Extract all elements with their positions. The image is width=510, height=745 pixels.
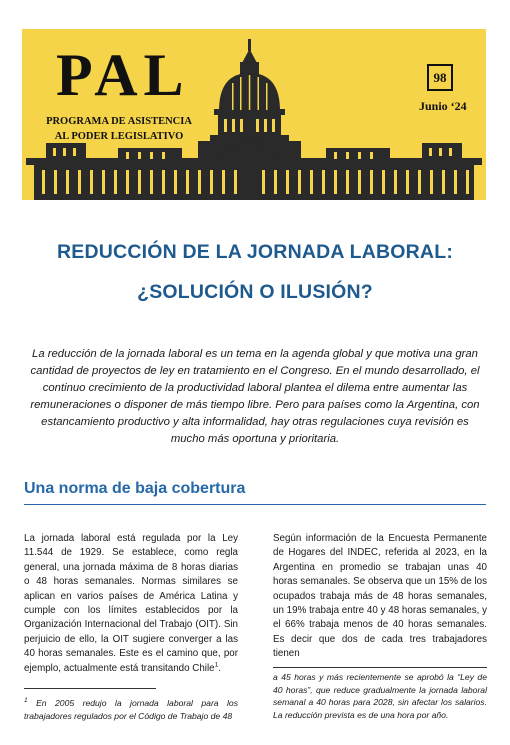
footnote-ref[interactable]: 1 bbox=[214, 661, 219, 669]
footnote-left-text: En 2005 redujo la jornada laboral para los trabajadores regulados por el Código de Trabajo de 48 bbox=[24, 698, 239, 721]
abstract: La reducción de la jornada laboral es un tema en la agenda global y que motiva una gran cantidad de proyectos de ley en tratamiento en el Congreso. En el mundo desarrollado, el continuo crecimiento de la productividad laboral plantea el dilema entre aumentar las remuneraciones o disponer de más tiempo libre. Pero para países como la Argentina, con estancamiento productivo y alta informalidad, hay otras regulaciones cuya revisión es mucho más oportuna y prioritaria. bbox=[30, 348, 480, 445]
program-name: PROGRAMA DE ASISTENCIA AL PODER LEGISLATIVO bbox=[46, 116, 192, 142]
footnote-divider-right bbox=[273, 667, 487, 668]
body-column-right: Según información de la Encuesta Permanente de Hogares del INDEC, referida al 2023, en la Argentina en promedio se trabajan unas 40 horas semanales. Se observa que un 15% de los ocupados trabaja más de 48 horas semanales, un 19% trabaja entre 40 y 48 horas semanales, y el 66% trabaja menos de 40 horas semanales. Es decir que dos de cada tres trabajadores tienen bbox=[273, 533, 487, 660]
issue-number: 98 bbox=[427, 64, 453, 91]
footnote-left bbox=[24, 697, 238, 722]
page-title-line1: REDUCCIÓN DE LA JORNADA LABORAL: bbox=[56, 241, 454, 263]
footnote-number: 1 bbox=[24, 697, 28, 705]
section-heading: Una norma de baja cobertura bbox=[24, 480, 246, 497]
section-divider bbox=[24, 504, 486, 505]
footnote-right: a 45 horas y más recientemente se aprobó la “Ley de 40 horas”, que reduce gradualmente la jornada laboral semanal a 40 horas para 2028, sin afectar los salarios. La reducción prevista es de una hora por año. bbox=[273, 672, 487, 720]
body-left-text: La jornada laboral está regulada por la Ley 11.544 de 1929. Se establece, como regla general, una jornada máxima de 8 horas diarias o 48 horas semanales. Normas similares se aplican en varios países de América Latina y cumple con los límites establecidos por la Organización Internacional del Trabajo (OIT). Sin perjuicio de ello, la OIT sugiere converger a las 40 horas semanales. Este es el camino que, por ejemplo, actualmente está transitando Chile bbox=[24, 533, 238, 674]
issue-date: Junio ‘24 bbox=[419, 99, 467, 113]
page-title-line2: ¿SOLUCIÓN O ILUSIÓN? bbox=[137, 281, 373, 303]
logo-text: PAL bbox=[56, 42, 190, 108]
body-column-left: La jornada laboral está regulada por la Ley 11.544 de 1929. Se establece, como regla general, una jornada máxima de 8 horas diarias o 48 horas semanales. Normas similares se aplican en varios países de América Latina y cumple con los límites establecidos por la Organización Internacional del Trabajo (OIT). Sin perjuicio de ello, la OIT sugiere converger a las 40 horas semanales. Este es el camino que, por ejemplo, actualmente está transitando Chile$^1$. bbox=[24, 533, 238, 674]
header-banner bbox=[22, 29, 486, 200]
footnote-divider-left bbox=[24, 688, 156, 689]
